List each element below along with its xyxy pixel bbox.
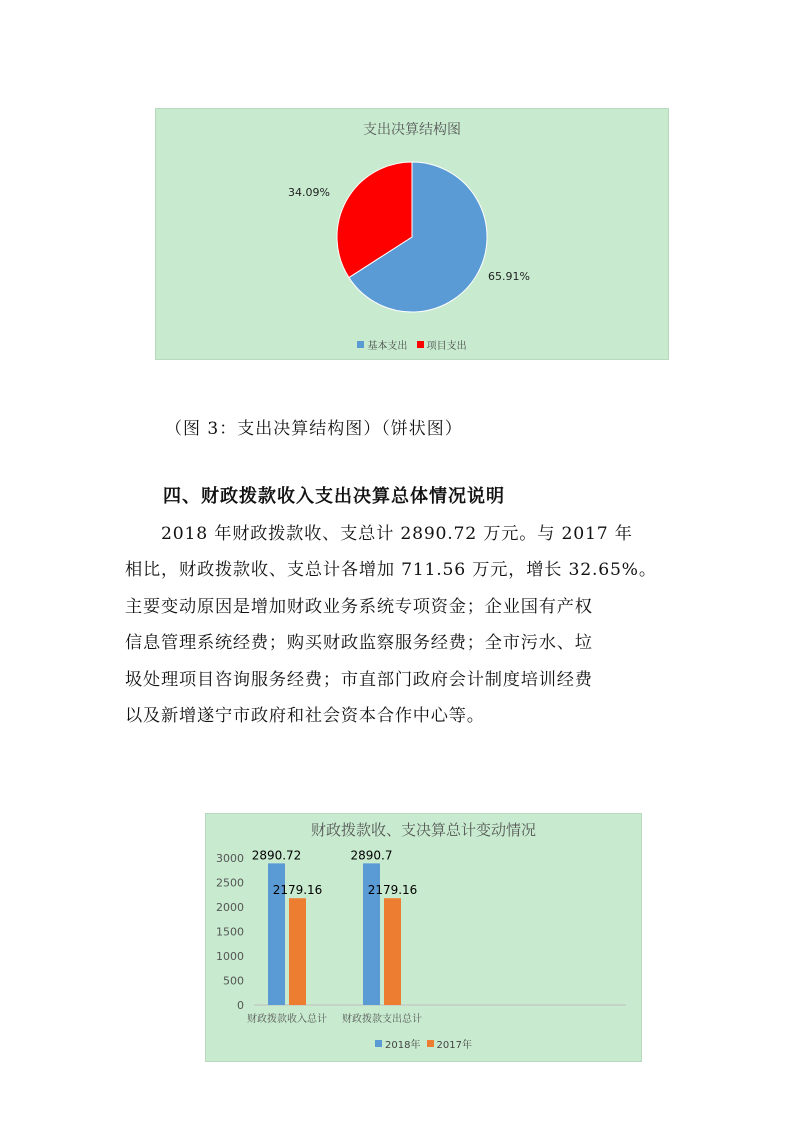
legend-item [427, 1036, 472, 1051]
pie-data-label: 34.09% [288, 186, 330, 199]
legend-label: 项目支出 [426, 341, 467, 352]
legend-swatch-red [417, 341, 424, 348]
bar-data-label: 2890.7 [350, 848, 393, 863]
y-tick-label: 0 [237, 999, 244, 1012]
pie-chart [155, 108, 669, 360]
paragraph-line: 信息管理系统经费；购买财政监察服务经费；全市污水、垃 [125, 633, 593, 654]
bar [289, 898, 306, 1005]
legend-swatch [427, 1040, 434, 1047]
bar-chart-plot [206, 814, 641, 1061]
y-tick-label: 2000 [216, 901, 244, 914]
legend-label: 2017年 [436, 1040, 472, 1051]
legend-item-project [417, 337, 467, 352]
bar-data-label: 2179.16 [272, 883, 323, 898]
pie-data-label: 65.91% [488, 270, 530, 283]
bar-data-label: 2179.16 [367, 883, 418, 898]
y-tick-label: 500 [223, 974, 244, 988]
paragraph-line: 主要变动原因是增加财政业务系统专项资金；企业国有产权 [125, 596, 593, 617]
bar-chart-legend [206, 1036, 641, 1051]
bar [384, 898, 401, 1005]
pie-chart-legend [156, 337, 668, 352]
legend-label: 基本支出 [367, 341, 408, 352]
y-tick-label: 1500 [216, 925, 244, 939]
y-tick-label: 2500 [216, 876, 244, 890]
figure-caption: （图 3：支出决算结构图）（饼状图） [165, 419, 463, 439]
bar-chart [205, 813, 642, 1062]
paragraph-line: 2018 年财政拨款收、支总计 2890.72 万元。与 2017 年 [161, 524, 633, 544]
y-tick-label: 1000 [216, 950, 244, 963]
legend-item [375, 1036, 420, 1051]
paragraph-line: 以及新增遂宁市政府和社会资本合作中心等。 [125, 706, 485, 727]
legend-item-basic [357, 337, 407, 352]
y-tick-label: 3000 [216, 852, 244, 865]
x-category-label: 财政拨款收入总计 [247, 1014, 327, 1025]
legend-swatch [375, 1040, 382, 1047]
pie-chart-plot [156, 109, 668, 359]
pie-chart-title: 支出决算结构图 [363, 122, 461, 138]
bar-data-label: 2890.72 [251, 848, 302, 863]
x-category-label: 财政拨款支出总计 [342, 1014, 422, 1025]
paragraph-line: 相比，财政拨款收、支总计各增加 711.56 万元，增长 32.65%。 [125, 560, 657, 581]
legend-swatch-blue [357, 341, 364, 348]
paragraph-line: 圾处理项目咨询服务经费；市直部门政府会计制度培训经费 [125, 669, 593, 690]
body-paragraph [125, 516, 670, 734]
legend-label: 2018年 [385, 1040, 421, 1051]
section-heading: 四、财政拨款收入支出决算总体情况说明 [163, 486, 505, 507]
bar-chart-title: 财政拨款收、支决算总计变动情况 [310, 821, 536, 839]
